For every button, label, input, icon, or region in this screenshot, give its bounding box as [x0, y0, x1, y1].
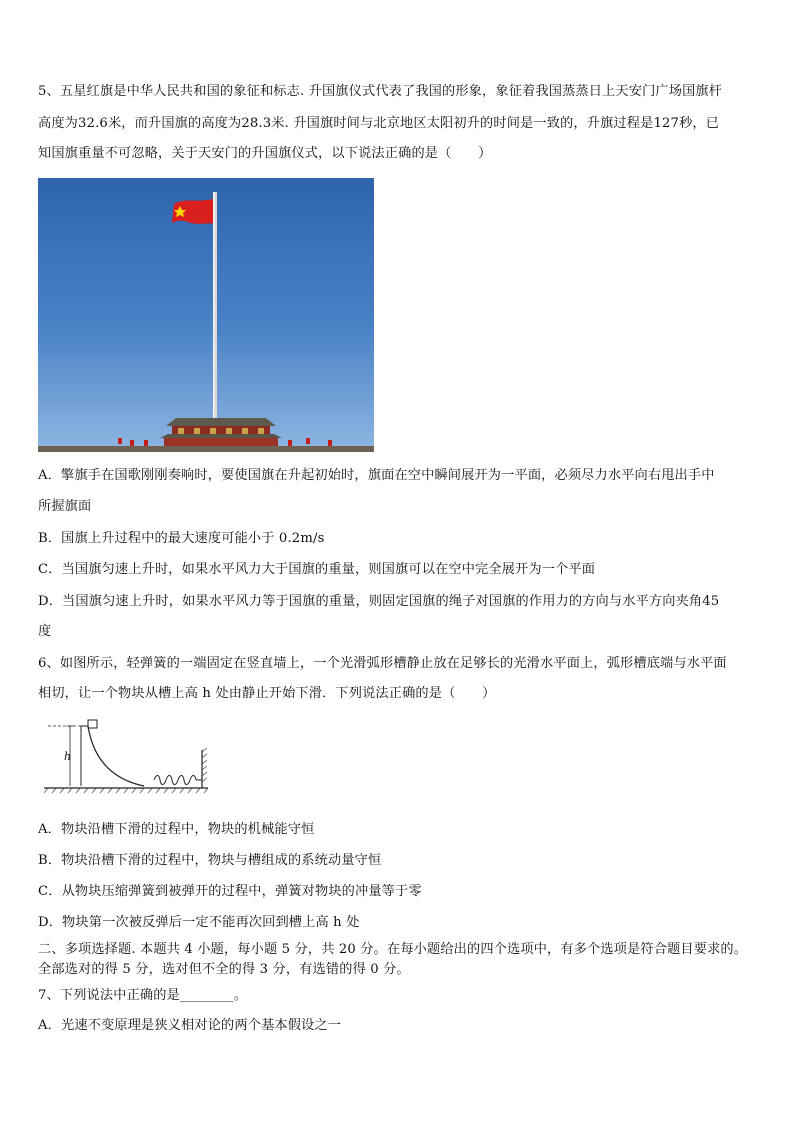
q5-option-a-line-2: 所握旗面 [38, 499, 92, 514]
q5-option-d-line-1: D．当国旗匀速上升时，如果水平风力等于国旗的重量，则固定国旗的绳子对国旗的作用力的方向与水平方向夹角45 [38, 594, 720, 609]
q5-option-d-line-2: 度 [38, 624, 52, 639]
q5-option-a-line-1: A．擎旗手在国歌刚刚奏响时，要使国旗在升起初始时，旗面在空中瞬间展开为一平面，必须尽力水平向右甩出手中 [38, 468, 715, 483]
slope-spring-diagram [44, 716, 214, 796]
flag-photo [38, 178, 374, 452]
section-2-heading-line-2: 全部选对的得 5 分，选对但不全的得 3 分，有选错的得 0 分。 [38, 962, 410, 977]
q5-option-c: C．当国旗匀速上升时，如果水平风力大于国旗的重量，则国旗可以在空中完全展开为一个平面 [38, 562, 596, 577]
q7-stem: 7、下列说法中正确的是________。 [38, 988, 248, 1003]
section-2-heading-line-1: 二、多项选择题. 本题共 4 小题，每小题 5 分，共 20 分。在每小题给出的四个选项中，有多个选项是符合题目要求的。 [38, 942, 748, 957]
q5-stem-line-1: 5、五星红旗是中华人民共和国的象征和标志. 升国旗仪式代表了我国的形象，象征着我国蒸蒸日上天安门广场国旗杆 [38, 84, 723, 99]
q5-stem-line-2: 高度为32.6米，而升国旗的高度为28.3米. 升国旗时间与北京地区太阳初升的时间是一致的，升旗过程是127秒，已 [38, 116, 720, 131]
q6-stem-line-1: 6、如图所示，轻弹簧的一端固定在竖直墙上，一个光滑弧形槽静止放在足够长的光滑水平面上，弧形槽底端与水平面 [38, 656, 727, 671]
q6-option-b: B．物块沿槽下滑的过程中，物块与槽组成的系统动量守恒 [38, 853, 382, 868]
q6-option-d: D．物块第一次被反弹后一定不能再次回到槽上高 h 处 [38, 915, 360, 930]
q6-option-a: A．物块沿槽下滑的过程中，物块的机械能守恒 [38, 822, 315, 837]
q6-stem-line-2: 相切，让一个物块从槽上高 h 处由静止开始下滑．下列说法正确的是（ ） [38, 686, 496, 701]
q6-option-c: C．从物块压缩弹簧到被弹开的过程中，弹簧对物块的冲量等于零 [38, 884, 422, 899]
q5-option-b: B．国旗上升过程中的最大速度可能小于 0.2m/s [38, 531, 325, 546]
height-label: h [64, 750, 72, 763]
q7-option-a: A．光速不变原理是狭义相对论的两个基本假设之一 [38, 1018, 342, 1033]
q5-stem-line-3: 知国旗重量不可忽略，关于天安门的升国旗仪式，以下说法正确的是（ ） [38, 146, 492, 161]
